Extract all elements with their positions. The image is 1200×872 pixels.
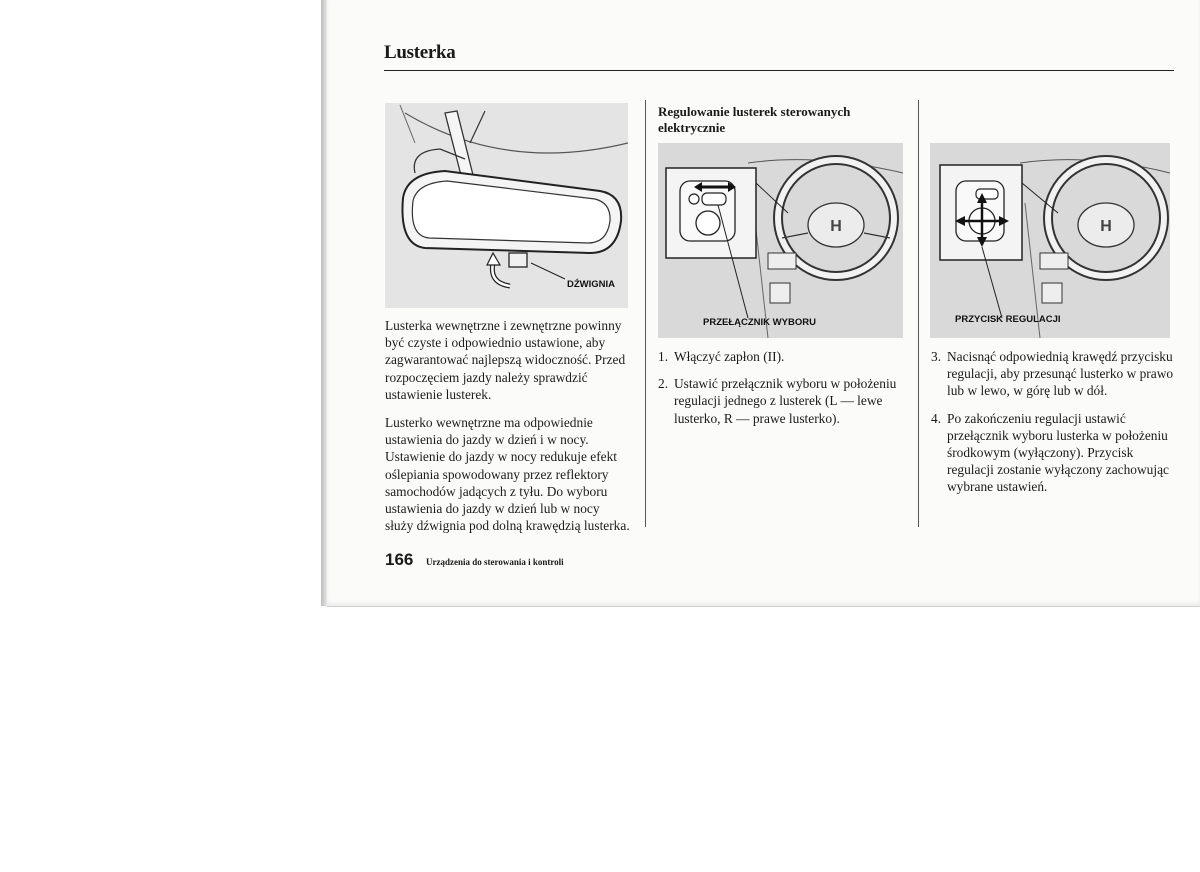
column-divider-2 [918,100,919,527]
list-item [931,348,1176,400]
step-number: 4. [931,410,942,426]
lever-label: DŹWIGNIA [567,279,616,290]
dashboard-adjust-illustration [930,143,1170,338]
step-number: 3. [931,349,942,364]
steps-list-2 [931,348,1176,506]
list-item [931,410,1176,496]
step-text: Po zakończeniu regulacji ustawić przełącznik wyboru lusterka w położeniu środkowym (wyłączony). Przycisk regulacji zostanie wyłączony zachowując wybrane ustawień. [947,410,1169,495]
step-text: Włączyć zapłon (II). [674,349,785,364]
adjustment-button-label: PRZYCISK REGULACJI [955,314,1061,325]
list-item [658,375,898,427]
step-text: Nacisnąć odpowiednią krawędź przycisku regulacji, aby przesunąć lusterko w prawo lub w lewo, w górę lub w dół. [947,349,1174,399]
adjustment-button-figure [930,143,1170,338]
section-heading-electric-mirrors: Regulowanie lusterek sterowanych elektrycznie [658,104,851,135]
svg-text:H: H [830,218,842,235]
svg-text:H: H [1100,218,1112,235]
steps-list-1 [658,348,898,437]
step-number: 2. [658,376,669,392]
page-number: 166 [385,550,414,569]
selector-switch-figure [658,143,903,338]
paragraph-visibility: Lusterka wewnętrzne i zewnętrzne powinny być czyste i odpowiednio ustawione, aby zagwarantować najlepszą widoczność. Przed rozpoczęciem jazdy należy sprawdzić ustawienie lusterek. [385,318,626,402]
section-title: Lusterka [384,42,456,63]
rearview-mirror-illustration [385,103,628,308]
title-rule [384,70,1174,71]
list-item [658,348,898,365]
column-divider-1 [645,100,646,527]
selector-switch-label: PRZEŁĄCZNIK WYBORU [703,317,816,328]
step-number: 1. [658,349,669,364]
paragraph-day-night: Lusterko wewnętrzne ma odpowiednie ustawienia do jazdy w dzień i w nocy. Ustawienie do jazdy w nocy redukuje efekt oślepiania spowodowany przez reflektory samochodów jadących z tyłu. Do wyboru ustawienia do jazdy w dzień lub w nocy służy dźwignia pod dolną krawędzią lusterka. [385,415,630,534]
rearview-mirror-figure [385,103,628,308]
step-text: Ustawić przełącznik wyboru w położeniu regulacji jednego z lusterek (L — lewe lusterko, R — prawe lusterko). [674,376,897,426]
footer-chapter-title: Urządzenia do sterowania i kontroli [426,557,564,567]
dashboard-selector-illustration [658,143,903,338]
